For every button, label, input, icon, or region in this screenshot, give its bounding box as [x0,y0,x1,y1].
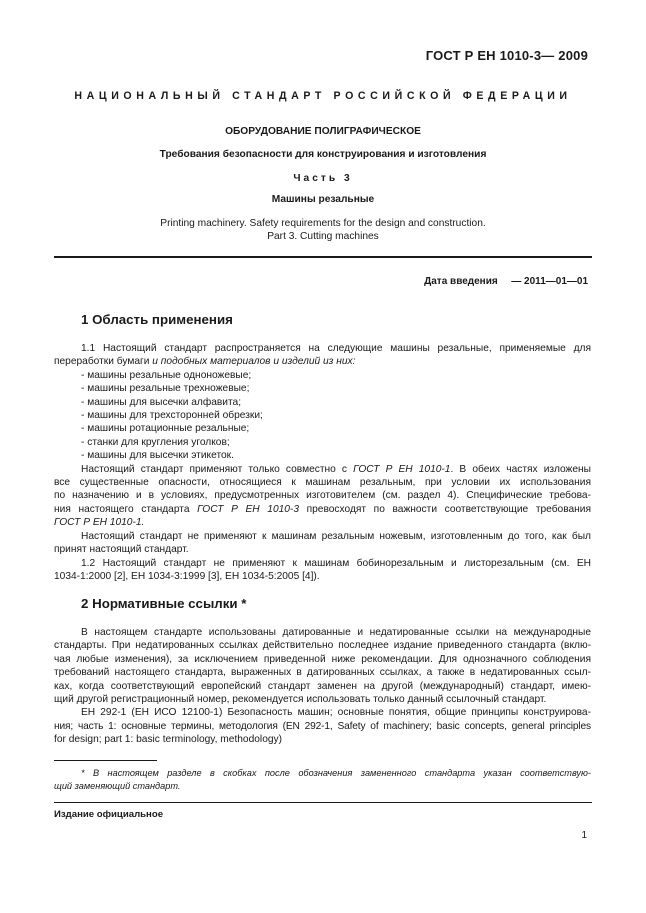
section-2-body [54,626,591,747]
title-part-name: Машины резальные [271,194,375,205]
list-item: - машины резальные одноножевые; [81,369,252,381]
national-standard-banner: НАЦИОНАЛЬНЫЙ СТАНДАРТ РОССИЙСКОЙ ФЕДЕРАЦИИ [74,90,572,102]
para-scope-line2: все существенные опасности, относящиеся к машинам резальным, при условии их использования [54,477,591,489]
section-1-body [54,342,591,583]
list-item: - машины для трехсторонней обрезки; [81,410,263,422]
para-1-1-line2: переработки бумаги и подобных материалов и изделий из них: [54,356,356,368]
para-exclusion-line2: принят настоящий стандарт. [54,544,189,556]
para-1-2-line2: 1034-1:2000 [2], ЕН 1034-3:1999 [3], ЕН 1034-5:2005 [4]). [54,570,320,582]
footnote-divider [54,760,157,761]
para-2-line: щий другой регистрационный номер, рекомендуется использовать только данный ссылочный стандарт. [54,694,547,706]
edition-label: Издание официальное [54,809,164,820]
list-item: - машины для высечки алфавита; [81,396,242,408]
title-sub: Требования безопасности для конструирования и изготовления [159,149,487,160]
para-scope-line4: ния настоящего стандарта ГОСТ Р ЕН 1010-3 превосходят по важности соответствующие требования [54,503,591,515]
footnote-line2: щий заменяющий стандарт. [54,781,181,791]
machine-list [54,369,591,463]
para-2-line: стандарты. При недатированных ссылках действительно последнее издание приведенного стандарта (вклю- [54,640,591,652]
introduction-date-value: — 2011—01—01 [511,276,588,287]
para-2-line: ках, когда соответствующий европейский стандарт заменен на другой (международный) стандарт, имею- [54,680,591,692]
para-scope-line5: ГОСТ Р ЕН 1010-1. [54,517,145,529]
title-en-line2: Part 3. Cutting machines [267,231,379,242]
title-divider [54,256,592,258]
list-item: - машины ротационные резальные; [81,423,250,435]
reference-line: ния; часть 1: основные термины, методология (EN 292-1, Safety of machinery; basic concepts, general principles [54,720,591,732]
section-1-heading: 1 Область применения [81,312,233,327]
reference-line: ЕН 292-1 (ЕН ИСО 12100-1) Безопасность машин; основные понятия, общие принципы конструирова- [81,707,591,719]
para-2-line: В настоящем стандарте использованы датированные и недатированные ссылки на международные [81,627,591,638]
section-2-heading: 2 Нормативные ссылки * [81,596,247,611]
para-scope-line3: по назначению и в условиях, предусмотренных изготовителем (см. раздел 4). Специфические требова- [54,490,591,502]
footnote-line1: * В настоящем разделе в скобках после обозначения замененного стандарта указан соответствую- [81,768,591,778]
introduction-date-label: Дата введения [424,276,498,287]
introduction-date [424,275,588,288]
list-item: - станки для кругления уголков; [81,436,230,448]
standard-code: ГОСТ Р ЕН 1010-3— 2009 [425,48,588,63]
list-item: - машины резальные трехножевые; [81,383,250,395]
para-2-line: чая любые изменения), за исключением приведенной ниже рекомендации. Для однозначного соблюдения [54,653,591,665]
edition-divider [54,802,592,803]
para-1-2-line1: 1.2 Настоящий стандарт не применяют к машинам бобинорезальным и листорезальным (см. ЕН [81,557,591,569]
page-number: 1 [581,830,587,841]
title-part: Часть 3 [293,173,353,184]
list-item: - машины для высечки этикеток. [81,450,234,462]
para-exclusion-line1: Настоящий стандарт не применяют к машинам резальным ножевым, изготовленным до того, как был [81,530,591,542]
title-main: ОБОРУДОВАНИЕ ПОЛИГРАФИЧЕСКОЕ [225,126,421,137]
para-scope-line1: Настоящий стандарт применяют только совместно с ГОСТ Р ЕН 1010-1. В обеих частях изложены [81,463,591,475]
para-2-line: требований настоящего стандарта, выраженных в датированных ссылках, а также в недатированных ссыл- [54,667,591,679]
reference-line: for design; part 1: basic terminology, methodology) [54,734,283,746]
para-1-1-line1: 1.1 Настоящий стандарт распространяется на следующие машины резальные, применяемые для [81,343,591,354]
title-en-line1: Printing machinery. Safety requirements for the design and construction. [160,218,486,229]
footnote [54,767,591,793]
